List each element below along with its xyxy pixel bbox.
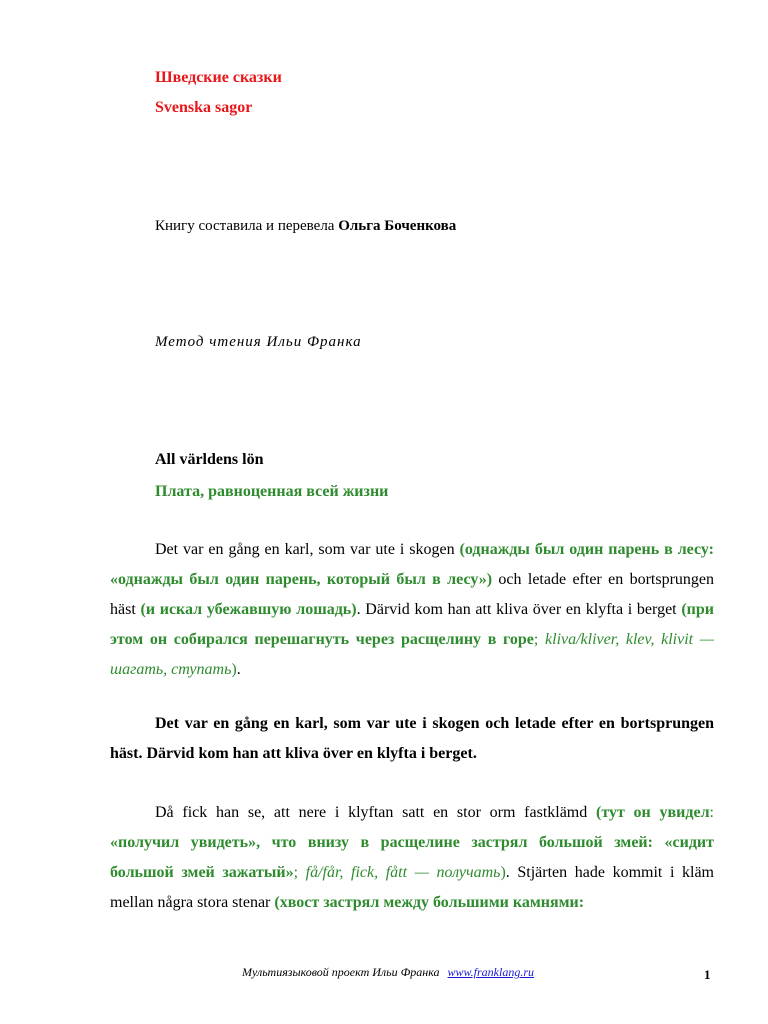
grammar-note: få/får, fick, fått — получать <box>305 864 501 881</box>
punctuation: ; <box>533 631 546 648</box>
grammar-note: kliva/kliver, klev, klivit — шагать, ступать <box>110 631 714 678</box>
footer-project: Мультиязыковой проект Ильи Франка <box>242 965 440 979</box>
compiled-prefix: Книгу составила и перевела <box>155 218 339 234</box>
text-sv: . Stjärten hade kommit i kläm mellan några stora stenar <box>110 864 715 911</box>
story-title: All världens lön <box>155 451 264 468</box>
paragraph-plain-1: Det var en gång en karl, som var ute i skogen och letade efter en bortsprungen häst. Därvid kom han att kliva över en klyfta i berget. <box>110 715 714 762</box>
compiled-by-line <box>155 218 456 235</box>
page-number: 1 <box>704 967 711 982</box>
story-subtitle: Плата, равноценная всей жизни <box>155 483 389 500</box>
paragraph-annotated-2 <box>110 798 714 918</box>
footer-link[interactable]: www.franklang.ru <box>447 965 534 979</box>
author-name: Ольга Боченкова <box>338 218 457 234</box>
punctuation: ; <box>293 864 306 881</box>
text-sv: Det var en gång en karl, som var ute i skogen <box>155 541 460 558</box>
reading-method-line: Метод чтения Ильи Франка <box>155 334 362 350</box>
translation-ru: (хвост застрял между большими камнями <box>274 894 579 911</box>
text-sv: Då fick han se, att nere i klyftan satt en stor orm fastklämd <box>155 804 596 821</box>
translation-ru: (однажды был один парень в лесу: «однажды был один парень, который был в лесу») <box>110 541 714 588</box>
book-title-russian: Шведские сказки <box>155 69 282 86</box>
text-sv: och letade efter en bortsprungen häst <box>110 571 714 618</box>
paragraph-annotated-1 <box>110 535 714 685</box>
translation-ru: (при этом он собирался перешагнуть через расщелину в горе <box>110 601 714 648</box>
punctuation: : <box>709 804 714 821</box>
book-title-swedish: Svenska sagor <box>155 99 253 116</box>
punctuation: ) <box>500 864 506 881</box>
punctuation: : <box>578 894 585 911</box>
punctuation: ) <box>231 661 237 678</box>
translation-ru: «получил увидеть», что внизу в расщелине застрял большой змей: «сидит большой змей зажатый» <box>110 834 714 881</box>
text-sv: . <box>236 661 241 678</box>
text-sv: . Därvid kom han att kliva över en klyfta i berget <box>356 601 682 618</box>
translation-ru: (и искал убежавшую лошадь) <box>140 601 357 618</box>
page-footer <box>242 965 534 980</box>
translation-ru: (тут он увидел <box>595 804 710 821</box>
